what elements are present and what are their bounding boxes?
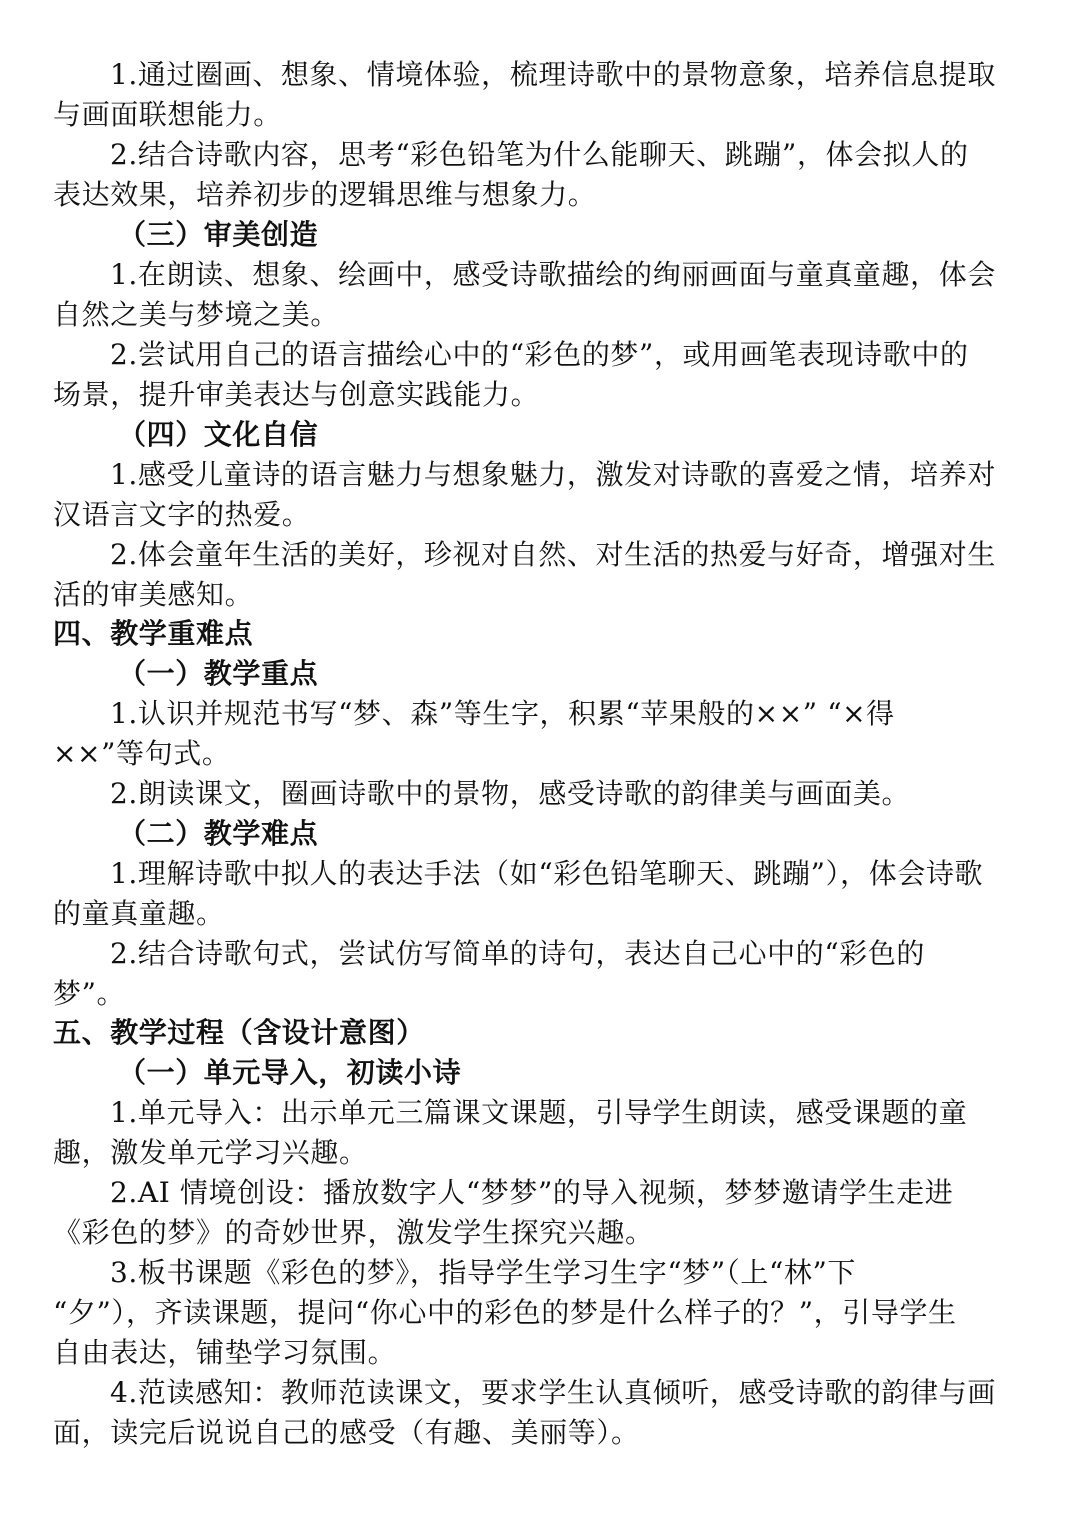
objective-line: 表达效果，培养初步的逻辑思维与想象力。 [53, 178, 597, 211]
objective-line: 汉语言文字的热爱。 [53, 498, 311, 531]
key-point-line: 1.认识并规范书写“梦、森”等生字，积累“苹果般的××” “×得 [110, 697, 895, 730]
process-line: 3.板书课题《彩色的梦》，指导学生学习生字“梦”（上“林”下 [110, 1256, 856, 1289]
process-line: 自由表达，铺垫学习氛围。 [53, 1336, 397, 1369]
objective-line: 1.感受儿童诗的语言魅力与想象魅力，激发对诗歌的喜爱之情，培养对 [110, 458, 996, 491]
process-line: 《彩色的梦》的奇妙世界，激发学生探究兴趣。 [53, 1216, 654, 1249]
objective-line: 2.结合诗歌内容，思考“彩色铅笔为什么能聊天、跳蹦”，体会拟人的 [110, 138, 969, 171]
subsection-heading: （四）文化自信 [118, 418, 319, 451]
subsection-heading: （三）审美创造 [118, 218, 319, 251]
section-heading: 四、教学重难点 [53, 617, 254, 650]
objective-line: 1.通过圈画、想象、情境体验，梳理诗歌中的景物意象，培养信息提取 [110, 58, 996, 91]
key-point-line: ××”等句式。 [53, 737, 231, 770]
objective-line: 自然之美与梦境之美。 [53, 298, 340, 331]
process-line: “夕”），齐读课题，提问“你心中的彩色的梦是什么样子的？”，引导学生 [53, 1296, 957, 1329]
process-line: 4.范读感知：教师范读课文，要求学生认真倾听，感受诗歌的韵律与画 [110, 1376, 996, 1409]
difficulty-line: 1.理解诗歌中拟人的表达手法（如“彩色铅笔聊天、跳蹦”），体会诗歌 [110, 857, 984, 890]
difficulty-line: 梦”。 [53, 977, 126, 1010]
process-line: 1.单元导入：出示单元三篇课文课题，引导学生朗读，感受课题的童 [110, 1096, 968, 1129]
subsection-heading: （一）教学重点 [118, 657, 319, 690]
process-line: 趣，激发单元学习兴趣。 [53, 1136, 368, 1169]
subsection-heading: （二）教学难点 [118, 817, 319, 850]
key-point-line: 2.朗读课文，圈画诗歌中的景物，感受诗歌的韵律美与画面美。 [110, 777, 911, 810]
objective-line: 场景，提升审美表达与创意实践能力。 [53, 378, 540, 411]
process-line: 面，读完后说说自己的感受（有趣、美丽等）。 [53, 1416, 640, 1449]
objective-line: 活的审美感知。 [53, 578, 254, 611]
objective-line: 与画面联想能力。 [53, 98, 282, 131]
objective-line: 1.在朗读、想象、绘画中，感受诗歌描绘的绚丽画面与童真童趣，体会 [110, 258, 996, 291]
difficulty-line: 2.结合诗歌句式，尝试仿写简单的诗句，表达自己心中的“彩色的 [110, 937, 926, 970]
objective-line: 2.体会童年生活的美好，珍视对自然、对生活的热爱与好奇，增强对生 [110, 538, 996, 571]
objective-line: 2.尝试用自己的语言描绘心中的“彩色的梦”，或用画笔表现诗歌中的 [110, 338, 969, 371]
section-heading: 五、教学过程（含设计意图） [53, 1016, 425, 1049]
subsection-heading: （一）单元导入，初读小诗 [118, 1056, 462, 1089]
process-line: 2.AI 情境创设：播放数字人“梦梦”的导入视频，梦梦邀请学生走进 [110, 1176, 954, 1209]
difficulty-line: 的童真童趣。 [53, 897, 225, 930]
